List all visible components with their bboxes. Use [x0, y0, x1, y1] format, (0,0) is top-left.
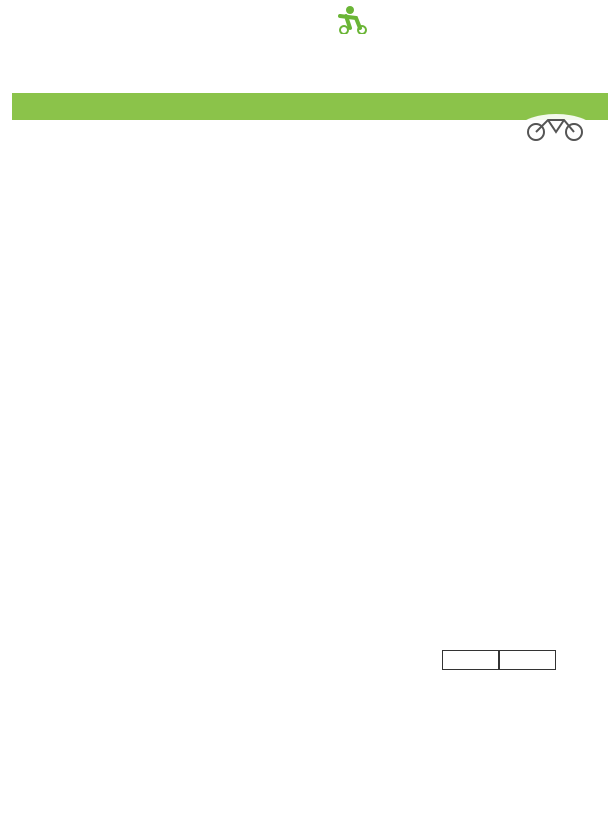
score-2023 [498, 650, 556, 670]
bicycle-icon [516, 108, 596, 146]
cyclist-icon [210, 4, 400, 34]
barometer-logo [516, 108, 596, 154]
score-2021 [442, 650, 500, 670]
gracq-logo [210, 4, 400, 84]
